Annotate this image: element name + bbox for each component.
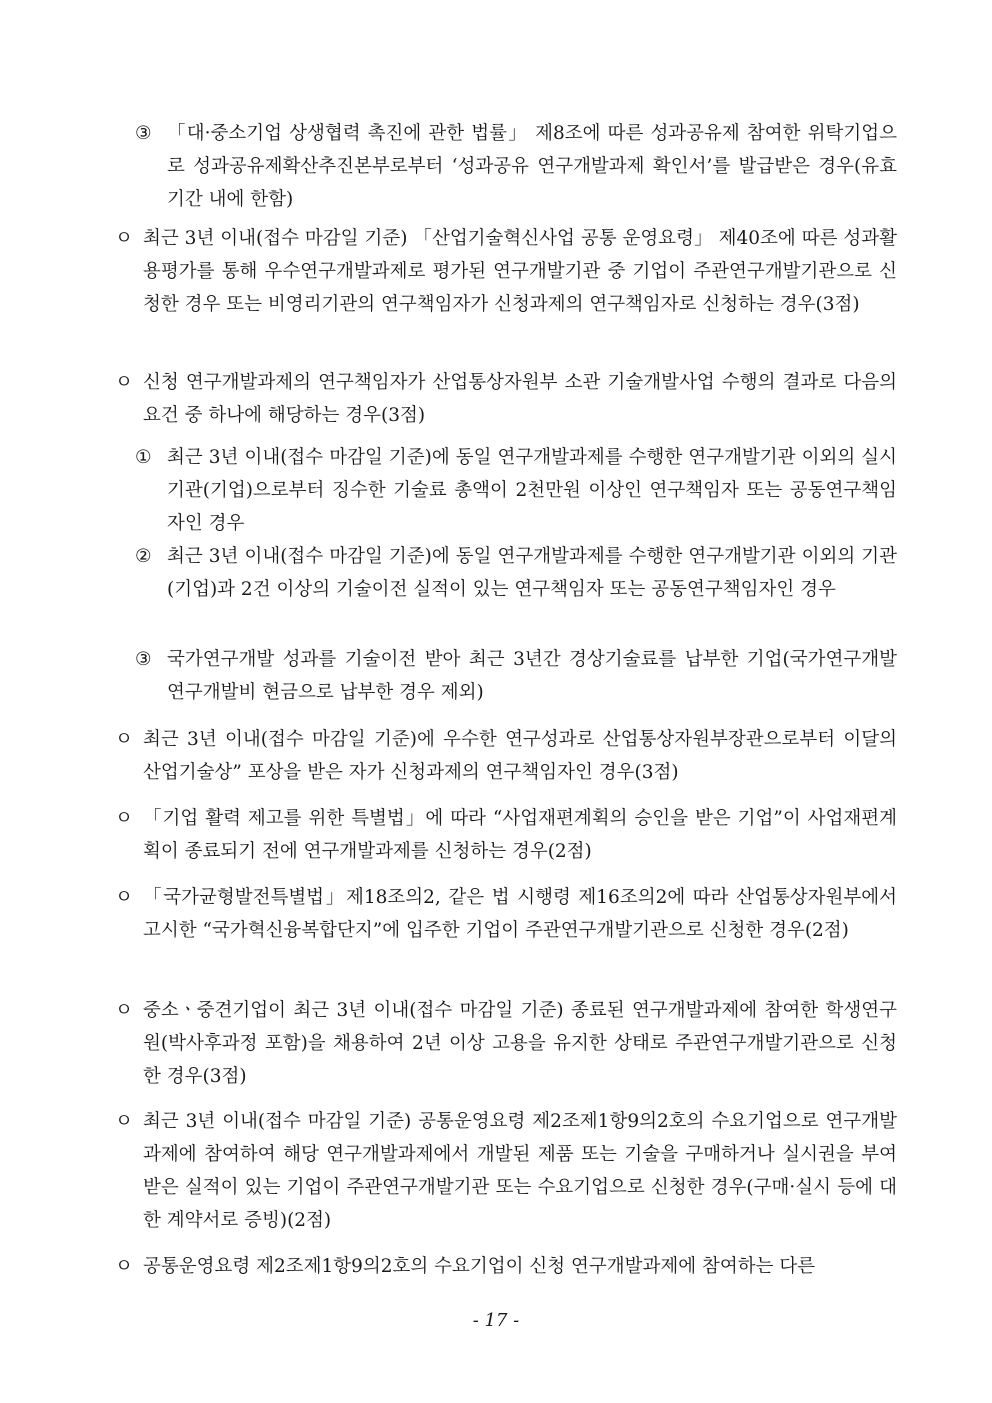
- item-marker: ㅇ: [115, 372, 133, 393]
- item-marker: ㅇ: [115, 887, 133, 908]
- list-item: [135, 643, 897, 709]
- item-text: 「국가균형발전특별법」제18조의2, 같은 법 시행령 제16조의2에 따라 산업통상자원부에서 고시한 “국가혁신융복합단지”에 입주한 기업이 주관연구개발기관으로 신청한 경우(2점): [143, 887, 897, 941]
- item-text: 최근 3년 이내(접수 마감일 기준) 「산업기술혁신사업 공통 운영요령」 제40조에 따른 성과활용평가를 통해 우수연구개발과제로 평가된 연구개발기관 중 기업이 주관연구개발기관으로 신청한 경우 또는 비영리기관의 연구책임자가 신청과제의 연구책임자로 신청하는 경우(3점): [143, 228, 897, 315]
- list-item: [135, 117, 897, 216]
- list-item: [115, 881, 897, 947]
- item-marker: ①: [135, 447, 152, 468]
- item-marker: ㅇ: [115, 1256, 133, 1277]
- list-item: [115, 1250, 897, 1283]
- item-marker: ②: [135, 546, 152, 567]
- page-number: - 17 -: [472, 1310, 520, 1331]
- item-text: 「기업 활력 제고를 위한 특별법」에 따라 “사업재편계획의 승인을 받은 기업”이 사업재편계획이 종료되기 전에 연구개발과제를 신청하는 경우(2점): [143, 808, 897, 862]
- list-item: [135, 441, 897, 540]
- item-text: 최근 3년 이내(접수 마감일 기준)에 동일 연구개발과제를 수행한 연구개발기관 이외의 실시기관(기업)으로부터 징수한 기술료 총액이 2천만원 이상인 연구책임자 또는 공동연구책임자인 경우: [167, 447, 897, 534]
- list-item: [115, 723, 897, 789]
- item-text: 국가연구개발 성과를 기술이전 받아 최근 3년간 경상기술료를 납부한 기업(국가연구개발 연구개발비 현금으로 납부한 경우 제외): [167, 649, 897, 703]
- item-text: 최근 3년 이내(접수 마감일 기준)에 우수한 연구성과로 산업통상자원부장관으로부터 이달의 산업기술상” 포상을 받은 자가 신청과제의 연구책임자인 경우(3점): [143, 729, 897, 783]
- item-text: 최근 3년 이내(접수 마감일 기준)에 동일 연구개발과제를 수행한 연구개발기관 이외의 기관(기업)과 2건 이상의 기술이전 실적이 있는 연구책임자 또는 공동연구책임자인 경우: [167, 546, 897, 600]
- item-marker: ㅇ: [115, 228, 133, 249]
- list-item: [115, 994, 897, 1093]
- item-marker: ③: [135, 123, 152, 144]
- item-text: 중소ㆍ중견기업이 최근 3년 이내(접수 마감일 기준) 종료된 연구개발과제에 참여한 학생연구원(박사후과정 포함)을 채용하여 2년 이상 고용을 유지한 상태로 주관연구개발기관으로 신청한 경우(3점): [143, 1000, 897, 1087]
- list-item: [115, 222, 897, 321]
- item-text: 최근 3년 이내(접수 마감일 기준) 공통운영요령 제2조제1항9의2호의 수요기업으로 연구개발과제에 참여하여 해당 연구개발과제에서 개발된 제품 또는 기술을 구매하거나 실시권을 부여 받은 실적이 있는 기업이 주관연구개발기관 또는 수요기업으로 신청한 경우(구매·실시 등에 대한 계약서로 증빙)(2점): [143, 1111, 897, 1231]
- list-item: [135, 540, 897, 606]
- item-marker: ㅇ: [115, 808, 133, 829]
- list-item: [115, 802, 897, 868]
- item-text: 공통운영요령 제2조제1항9의2호의 수요기업이 신청 연구개발과제에 참여하는 다른: [143, 1256, 816, 1277]
- list-item: [115, 1105, 897, 1237]
- item-text: 신청 연구개발과제의 연구책임자가 산업통상자원부 소관 기술개발사업 수행의 결과로 다음의 요건 중 하나에 해당하는 경우(3점): [143, 372, 897, 426]
- item-marker: ㅇ: [115, 1000, 133, 1021]
- list-item: [115, 366, 897, 432]
- item-text: 「대·중소기업 상생협력 촉진에 관한 법률」 제8조에 따른 성과공유제 참여한 위탁기업으로 성과공유제확산추진본부로부터 ‘성과공유 연구개발과제 확인서’를 발급받은 경우(유효기간 내에 한함): [167, 123, 897, 210]
- item-marker: ③: [135, 649, 152, 670]
- item-marker: ㅇ: [115, 729, 133, 750]
- item-marker: ㅇ: [115, 1111, 133, 1132]
